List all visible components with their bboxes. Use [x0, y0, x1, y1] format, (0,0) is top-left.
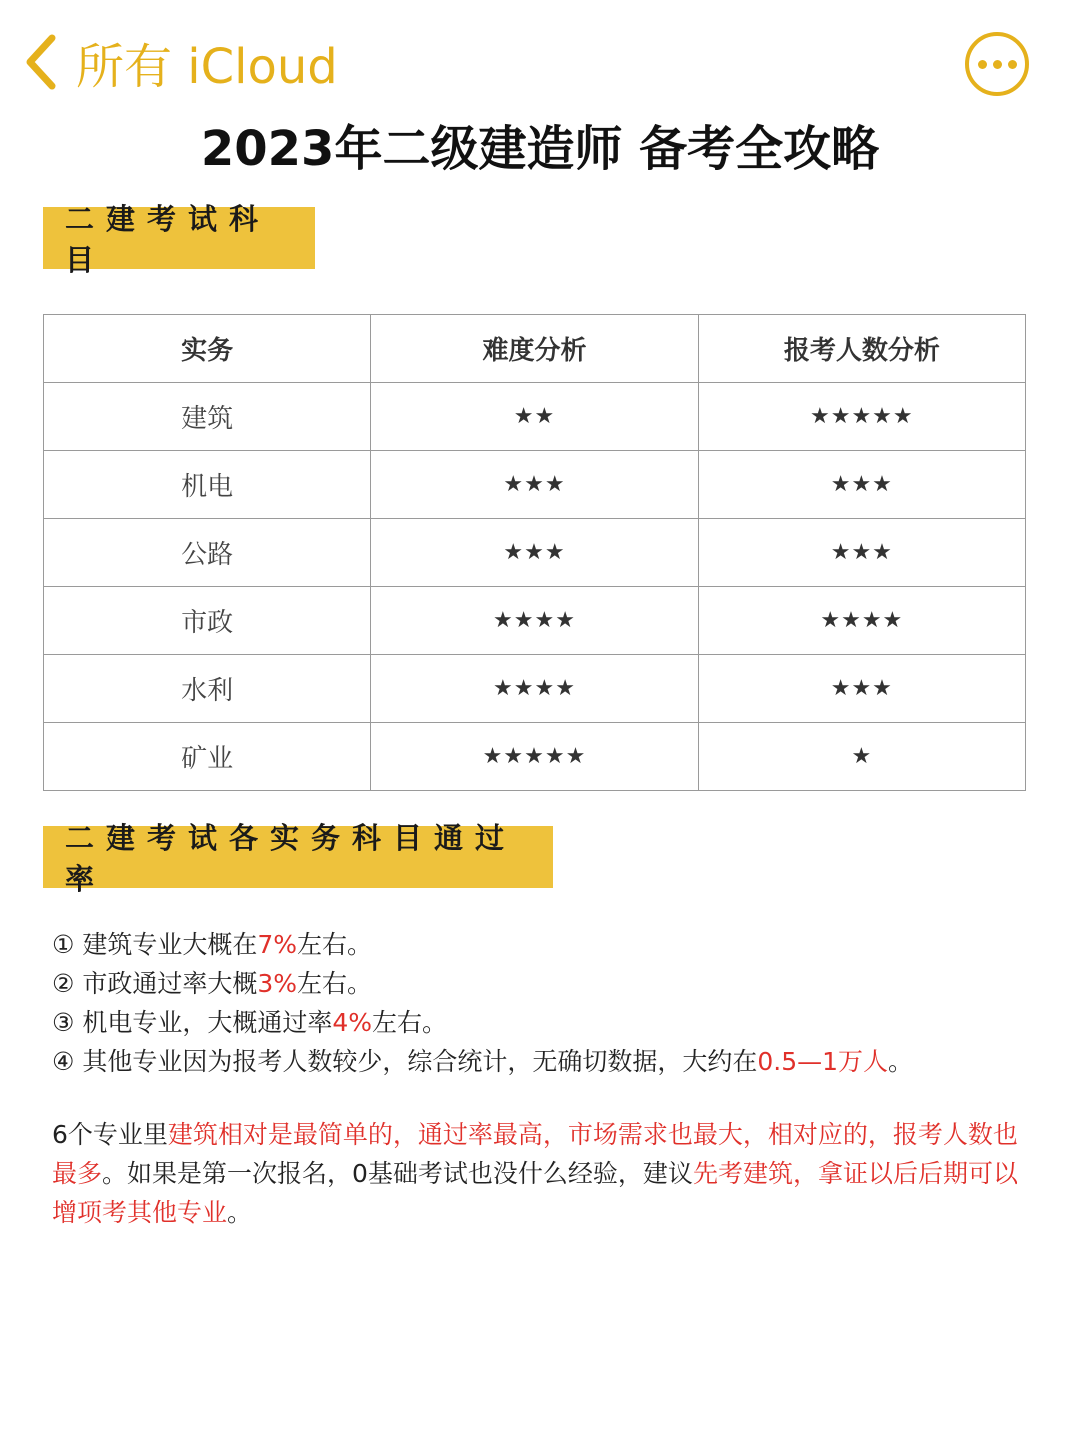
table-row	[44, 451, 1026, 519]
table-row	[44, 587, 1026, 655]
back-button[interactable]	[22, 30, 338, 94]
subjects-table	[43, 314, 1026, 791]
cell-subject: 机电	[44, 451, 371, 519]
section-tag-subjects: 二建考试科目	[43, 207, 315, 269]
table-row	[44, 723, 1026, 791]
cell-difficulty-rating: ★★★★	[371, 587, 698, 655]
cell-difficulty-rating: ★★★★	[371, 655, 698, 723]
list-text: 市政通过率大概	[74, 969, 258, 998]
more-icon-dot	[993, 60, 1002, 69]
cell-subject: 市政	[44, 587, 371, 655]
summary-highlight: 建筑相对是最简单的，通过率最高，市场需求也最大，相对应的，报考人数也最多	[52, 1120, 1018, 1188]
highlight-value: 3%	[257, 969, 298, 998]
highlight-value: 4%	[332, 1008, 373, 1037]
list-marker: ④	[52, 1047, 75, 1076]
cell-difficulty-rating: ★★★	[371, 451, 698, 519]
summary-text: 6个专业里	[52, 1120, 168, 1149]
highlight-value: 0.5—1万人	[757, 1047, 889, 1076]
highlight-value: 7%	[257, 930, 298, 959]
list-item	[52, 964, 1042, 1003]
list-marker: ③	[52, 1008, 75, 1037]
list-text-end: 左右。	[297, 969, 373, 998]
top-navigation-bar	[0, 0, 1080, 120]
cell-difficulty-rating: ★★★	[371, 519, 698, 587]
list-text-end: 左右。	[297, 930, 373, 959]
cell-applicants-rating: ★	[698, 723, 1025, 791]
list-text-end: 。	[888, 1047, 914, 1076]
cell-applicants-rating: ★★★	[698, 451, 1025, 519]
summary-paragraph	[52, 1115, 1027, 1232]
cell-subject: 建筑	[44, 383, 371, 451]
list-item	[52, 1003, 1042, 1042]
more-icon	[978, 60, 987, 69]
list-marker: ①	[52, 930, 75, 959]
more-icon-dot	[1008, 60, 1017, 69]
list-text: 机电专业，大概通过率	[74, 1008, 333, 1037]
cell-subject: 公路	[44, 519, 371, 587]
list-item	[52, 925, 1042, 964]
list-text: 其他专业因为报考人数较少，综合统计，无确切数据，大约在	[74, 1047, 758, 1076]
summary-text: 。	[227, 1198, 253, 1227]
cell-applicants-rating: ★★★	[698, 519, 1025, 587]
table-row	[44, 519, 1026, 587]
table-header-row	[44, 315, 1026, 383]
cell-applicants-rating: ★★★	[698, 655, 1025, 723]
cell-difficulty-rating: ★★★★★	[371, 723, 698, 791]
back-label: 所有 iCloud	[76, 38, 338, 95]
cell-applicants-rating: ★★★★	[698, 587, 1025, 655]
section-tag-pass-rates: 二建考试各实务科目通过率	[43, 826, 553, 888]
list-item	[52, 1042, 1042, 1081]
pass-rate-list	[52, 925, 1042, 1081]
summary-highlight: 先考建筑，拿证以后后期可以增项考其他专业	[52, 1159, 1018, 1227]
table-row	[44, 655, 1026, 723]
page-title: 2023年二级建造师 备考全攻略	[200, 121, 880, 177]
list-marker: ②	[52, 969, 75, 998]
list-text: 建筑专业大概在	[74, 930, 258, 959]
column-header-applicants: 报考人数分析	[698, 315, 1025, 383]
cell-difficulty-rating: ★★	[371, 383, 698, 451]
summary-text: 。如果是第一次报名，0基础考试也没什么经验，建议	[102, 1159, 693, 1188]
cell-subject: 水利	[44, 655, 371, 723]
cell-applicants-rating: ★★★★★	[698, 383, 1025, 451]
cell-subject: 矿业	[44, 723, 371, 791]
table-row	[44, 383, 1026, 451]
more-button[interactable]	[965, 32, 1029, 96]
list-text-end: 左右。	[372, 1008, 448, 1037]
column-header-subject: 实务	[44, 315, 371, 383]
column-header-difficulty: 难度分析	[371, 315, 698, 383]
chevron-left-icon	[22, 32, 58, 92]
